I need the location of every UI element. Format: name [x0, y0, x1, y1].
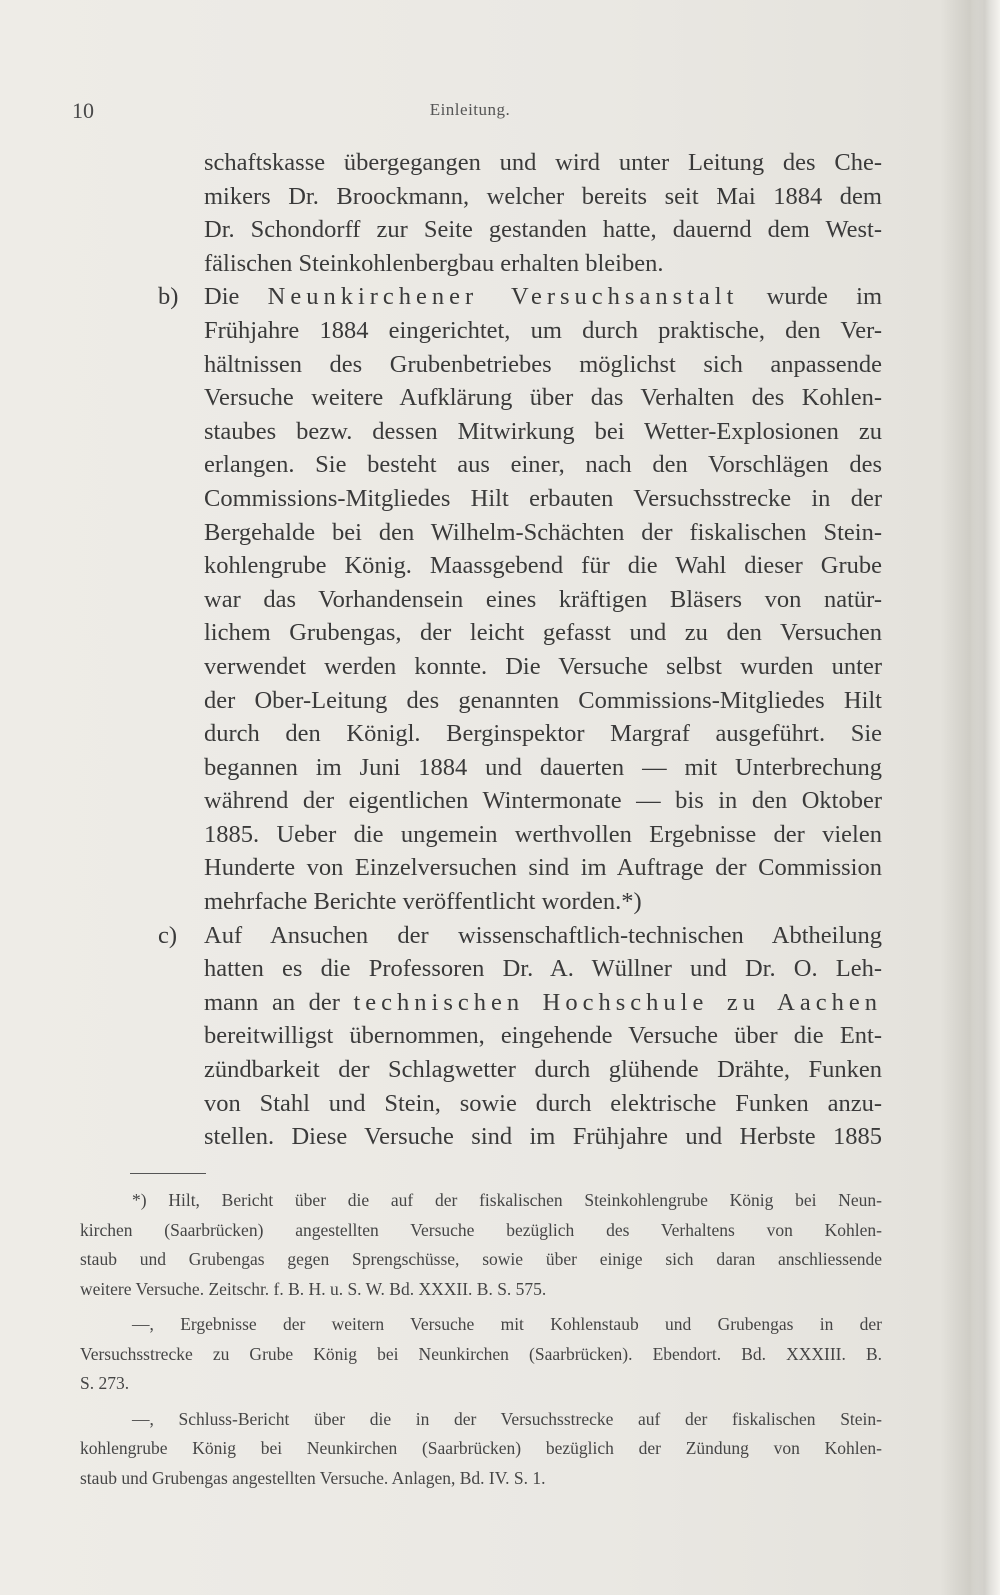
- line-text: war das Vorhandensein eines kräftigen Bläsers von natür-: [204, 585, 882, 613]
- spaced-emphasis-text: technischen Hochschule zu Aachen: [353, 988, 882, 1016]
- line-text: hatten es die Professoren Dr. A. Wüllner und Dr. O. Leh-: [204, 955, 882, 983]
- text-line: [158, 280, 882, 314]
- line-text: erlangen. Sie besteht aus einer, nach den Vorschlägen des: [204, 451, 882, 479]
- page-number: 10: [72, 98, 94, 123]
- text-line: [204, 986, 882, 1020]
- text-line: [204, 1087, 882, 1121]
- line-text: Die: [204, 283, 240, 311]
- line-text: staubes bezw. dessen Mitwirkung bei Wetter-Explosionen zu: [204, 417, 882, 445]
- text-line: [204, 348, 882, 382]
- line-text: Bergehalde bei den Wilhelm-Schächten der fiskalischen Stein-: [204, 518, 882, 546]
- text-line: [204, 717, 882, 751]
- spaced-emphasis-text: Neunkirchener Versuchsanstalt: [267, 283, 739, 311]
- footnotes-block: [80, 1186, 882, 1493]
- line-text: mehrfache Berichte veröffentlicht worden.*): [204, 888, 642, 916]
- text-line: [204, 650, 882, 684]
- text-line: [158, 919, 882, 953]
- footnote-line: —, Schluss-Bericht über die in der Versuchsstrecke auf der fiskalischen Stein-: [132, 1408, 882, 1429]
- line-text: während der eigentlichen Wintermonate — bis in den Oktober: [204, 787, 882, 815]
- text-line: [204, 381, 882, 415]
- text-line: [204, 146, 882, 180]
- list-marker: b): [158, 283, 179, 311]
- text-line: [204, 851, 882, 885]
- line-text: hältnissen des Grubenbetriebes möglichst sich anpassende: [204, 350, 882, 378]
- line-text: wurde im: [766, 283, 882, 311]
- text-line: [204, 415, 882, 449]
- list-marker: c): [158, 921, 178, 949]
- footnote: [80, 1186, 882, 1304]
- footnote-line: —, Ergebnisse der weitern Versuche mit Kohlenstaub und Grubengas in der: [132, 1314, 882, 1334]
- running-title: Einleitung.: [429, 100, 511, 119]
- footnote-rule: [130, 1173, 206, 1174]
- text-line: [204, 314, 882, 348]
- footnote-line: *) Hilt, Bericht über die auf der fiskalischen Steinkohlengrube König bei Neun-: [132, 1190, 882, 1210]
- line-text: von Stahl und Stein, sowie durch elektrische Funken anzu-: [204, 1089, 882, 1117]
- text-line: [204, 1053, 882, 1087]
- line-text: mikers Dr. Broockmann, welcher bereits seit Mai 1884 dem: [204, 182, 882, 210]
- text-line: [204, 616, 882, 650]
- line-text: Frühjahre 1884 eingerichtet, um durch praktische, den Ver-: [204, 316, 882, 344]
- line-text: Commissions-Mitgliedes Hilt erbauten Versuchsstrecke in der: [204, 484, 882, 512]
- text-line: [204, 583, 882, 617]
- text-line: [204, 482, 882, 516]
- line-text: Versuche weitere Aufklärung über das Verhalten des Kohlen-: [204, 384, 882, 412]
- text-line: [204, 684, 882, 718]
- footnote-line: weitere Versuche. Zeitschr. f. B. H. u. S. W. Bd. XXXII. B. S. 575.: [80, 1278, 547, 1299]
- line-text: Dr. Schondorff zur Seite gestanden hatte, dauernd dem West-: [204, 216, 882, 244]
- text-line: [204, 448, 882, 482]
- line-text: mann an der: [204, 988, 340, 1016]
- footnote-line: kirchen (Saarbrücken) angestellten Versuche bezüglich des Verhaltens von Kohlen-: [80, 1219, 882, 1240]
- text-line: [204, 818, 882, 852]
- footnote-line: staub und Grubengas gegen Sprengschüsse, sowie über einige sich daran anschliessende: [80, 1249, 882, 1269]
- line-text: verwendet werden konnte. Die Versuche selbst wurden unter: [204, 652, 882, 680]
- text-line: [204, 1120, 882, 1154]
- footnote: [80, 1405, 882, 1494]
- footnote-line: S. 273.: [80, 1373, 130, 1393]
- line-text: 1885. Ueber die ungemein werthvollen Ergebnisse der vielen: [204, 820, 882, 848]
- text-line: [204, 180, 882, 214]
- text-line: [204, 885, 882, 919]
- text-line: [204, 1019, 882, 1053]
- line-text: bereitwilligst übernommen, eingehende Versuche über die Ent-: [204, 1022, 882, 1050]
- main-text-block: [158, 146, 882, 1154]
- footnote-line: kohlengrube König bei Neunkirchen (Saarbrücken) bezüglich der Zündung von Kohlen-: [80, 1438, 882, 1458]
- line-text: fälischen Steinkohlenbergbau erhalten bleiben.: [204, 249, 664, 277]
- line-text: der Ober-Leitung des genannten Commissions-Mitgliedes Hilt: [204, 686, 882, 714]
- line-text: Hunderte von Einzelversuchen sind im Auftrage der Commission: [204, 854, 882, 882]
- text-line: [204, 784, 882, 818]
- footnote: [80, 1310, 882, 1399]
- line-text: stellen. Diese Versuche sind im Frühjahre und Herbste 1885: [204, 1123, 882, 1151]
- text-line: [204, 751, 882, 785]
- text-line: [204, 213, 882, 247]
- text-line: [204, 247, 882, 281]
- line-text: Auf Ansuchen der wissenschaftlich-technischen Abtheilung: [204, 921, 882, 949]
- text-line: [204, 549, 882, 583]
- line-text: schaftskasse übergegangen und wird unter Leitung des Che-: [204, 149, 882, 176]
- line-text: kohlengrube König. Maassgebend für die Wahl dieser Grube: [204, 552, 882, 580]
- line-text: lichem Grubengas, der leicht gefasst und zu den Versuchen: [204, 619, 882, 647]
- line-text: zündbarkeit der Schlagwetter durch glühende Drähte, Funken: [204, 1056, 882, 1084]
- footnote-line: Versuchsstrecke zu Grube König bei Neunkirchen (Saarbrücken). Ebendort. Bd. XXXIII. B.: [80, 1343, 882, 1364]
- text-line: [204, 952, 882, 986]
- running-header: [60, 98, 880, 128]
- line-text: durch den Königl. Berginspektor Margraf ausgeführt. Sie: [204, 720, 882, 748]
- page-edge-shadow: [972, 0, 1000, 1595]
- footnote-line: staub und Grubengas angestellten Versuche. Anlagen, Bd. IV. S. 1.: [80, 1467, 546, 1488]
- line-text: begannen im Juni 1884 und dauerten — mit Unterbrechung: [204, 753, 882, 781]
- text-line: [204, 516, 882, 550]
